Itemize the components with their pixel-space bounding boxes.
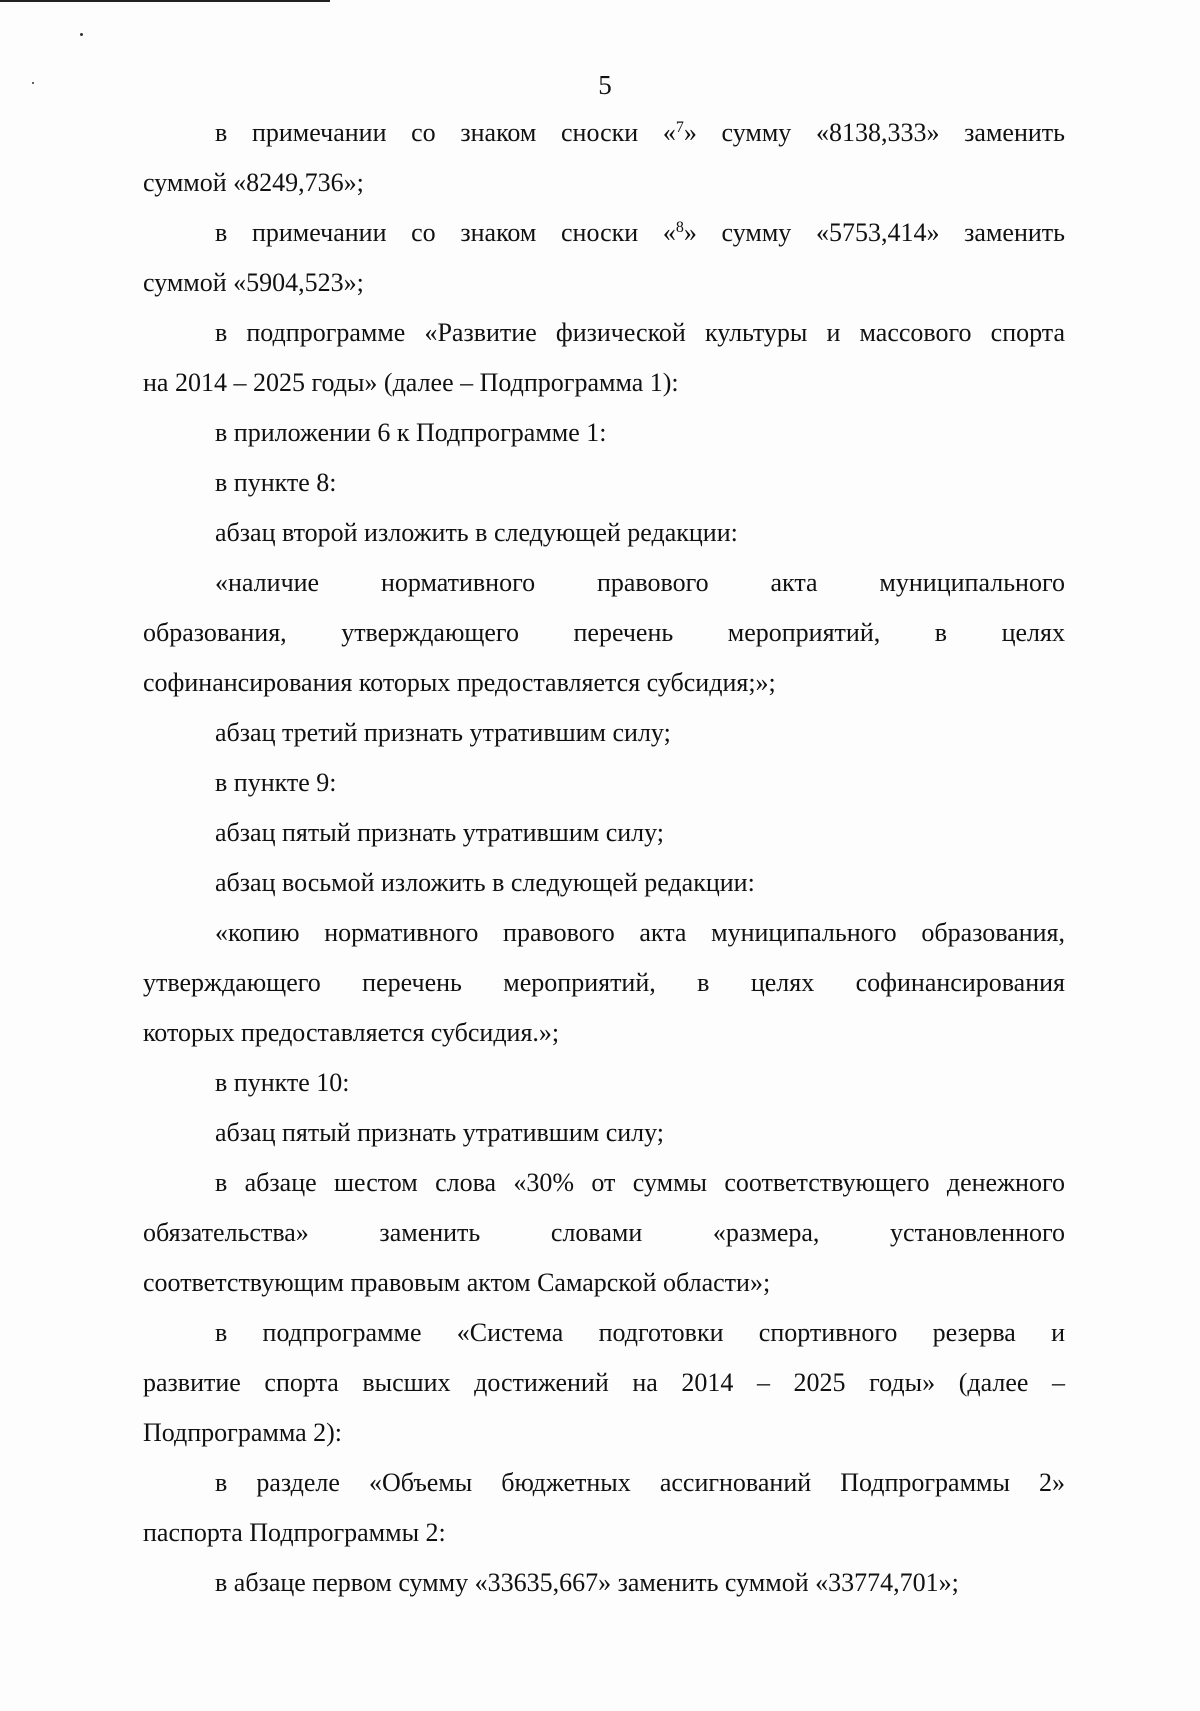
- paragraph-subprogram-1: [143, 308, 1065, 408]
- text-fragment: » сумму «8138,333» заменить: [683, 118, 1065, 147]
- paragraph-footnote-8: [143, 208, 1065, 308]
- document-body: [143, 108, 1065, 1608]
- paragraph-abzac-5-item-10: абзац пятый признать утратившим силу;: [215, 1118, 665, 1147]
- text-line: в подпрограмме «Система подготовки спортивного резерва и: [215, 1318, 1065, 1347]
- text-line: «наличие нормативного правового акта муниципального: [215, 568, 1065, 597]
- paragraph-subprogram-2: [143, 1308, 1065, 1458]
- paragraph-abzac-3: абзац третий признать утратившим силу;: [215, 718, 671, 747]
- footnote-superscript: 8: [675, 219, 684, 236]
- text-line: образования, утверждающего перечень мероприятий, в целях: [143, 618, 1065, 647]
- text-line: суммой «5904,523»;: [143, 268, 364, 297]
- paragraph-item-8: в пункте 8:: [215, 468, 337, 497]
- paragraph-quote-1: [143, 558, 1065, 708]
- paragraph-item-10: в пункте 10:: [215, 1068, 350, 1097]
- paragraph-abzac-5: абзац пятый признать утратившим силу;: [215, 818, 665, 847]
- paragraph-abzac-8: абзац восьмой изложить в следующей редакции:: [215, 868, 755, 897]
- scan-speck: [80, 33, 83, 36]
- text-fragment: » сумму «5753,414» заменить: [683, 218, 1065, 247]
- paragraph-footnote-7: [143, 108, 1065, 208]
- text-line: паспорта Подпрограммы 2:: [143, 1518, 446, 1547]
- text-line: в абзаце шестом слова «30% от суммы соответствующего денежного: [215, 1168, 1065, 1197]
- text-fragment: в примечании со знаком сноски «: [215, 118, 676, 147]
- text-line: на 2014 – 2025 годы» (далее – Подпрограмма 1):: [143, 368, 679, 397]
- text-line: которых предоставляется субсидия.»;: [143, 1018, 560, 1047]
- top-edge-rule: [0, 0, 330, 2]
- text-line: в подпрограмме «Развитие физической культуры и массового спорта: [215, 318, 1065, 347]
- text-fragment: в примечании со знаком сноски «: [215, 218, 676, 247]
- text-line: Подпрограмма 2):: [143, 1418, 343, 1447]
- text-line: суммой «8249,736»;: [143, 168, 364, 197]
- paragraph-abzac-2: абзац второй изложить в следующей редакции:: [215, 518, 738, 547]
- paragraph-abzac-6: [143, 1158, 1065, 1308]
- text-line: «копию нормативного правового акта муниципального образования,: [215, 918, 1065, 947]
- text-line: в разделе «Объемы бюджетных ассигнований Подпрограммы 2»: [215, 1468, 1065, 1497]
- text-line: соответствующим правовым актом Самарской области»;: [143, 1268, 771, 1297]
- text-line: софинансирования которых предоставляется субсидия;»;: [143, 668, 776, 697]
- text-line: обязательства» заменить словами «размера, установленного: [143, 1218, 1065, 1247]
- paragraph-quote-2: [143, 908, 1065, 1058]
- paragraph-abzac-1-sum: в абзаце первом сумму «33635,667» заменить суммой «33774,701»;: [215, 1568, 959, 1597]
- paragraph-item-9: в пункте 9:: [215, 768, 337, 797]
- paragraph-section-budget: [143, 1458, 1065, 1558]
- paragraph-appendix-6: в приложении 6 к Подпрограмме 1:: [215, 418, 607, 447]
- text-line: утверждающего перечень мероприятий, в целях софинансирования: [143, 968, 1065, 997]
- text-line: развитие спорта высших достижений на 2014 – 2025 годы» (далее –: [143, 1368, 1065, 1397]
- page-number: 5: [598, 70, 612, 100]
- footnote-superscript: 7: [675, 119, 684, 136]
